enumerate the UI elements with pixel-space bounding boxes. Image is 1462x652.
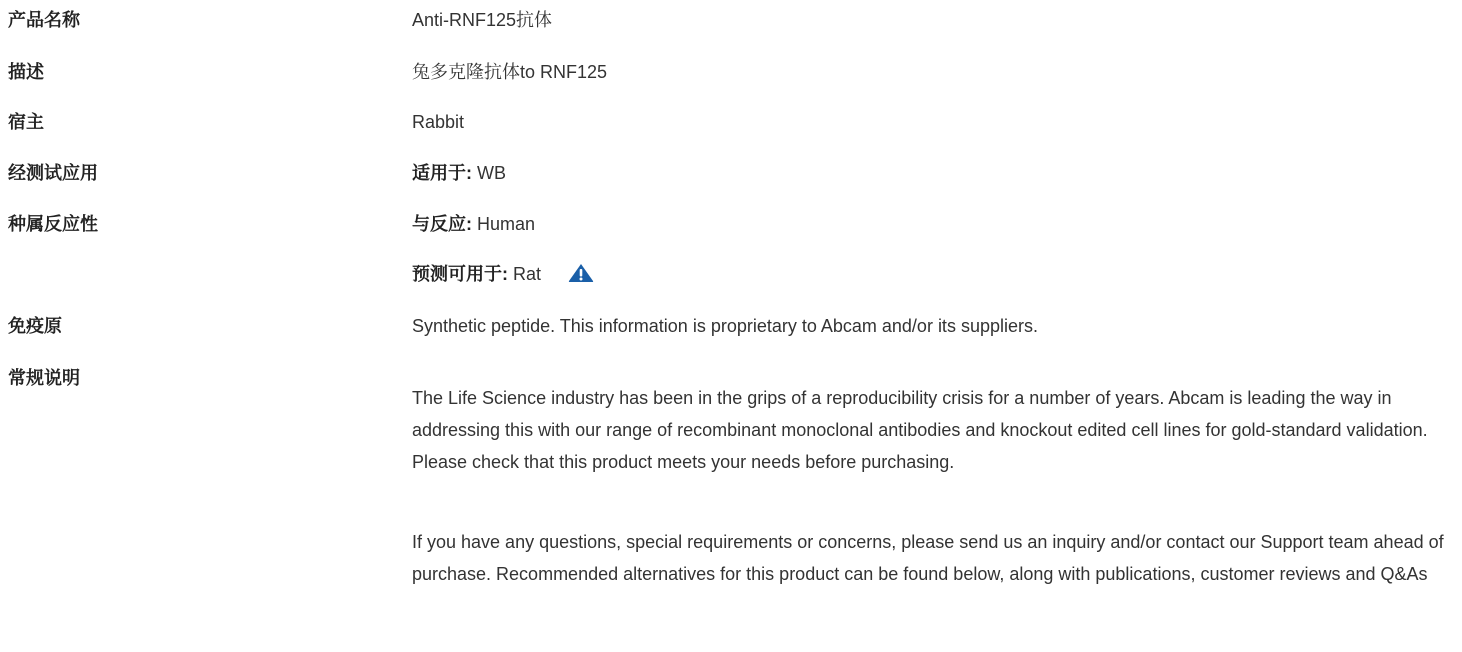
warning-triangle-icon[interactable] — [568, 263, 594, 283]
general-notes-paragraph-2: If you have any questions, special requirements or concerns, please send us an inquiry and/or contact our Support team ahead of purchase. Recommended alternatives for this product can be found below, along with publications, customer reviews and Q&As — [412, 532, 1444, 584]
general-notes-label: 常规说明 — [8, 368, 80, 388]
reacts-with-value — [412, 212, 535, 236]
reacts-with-text: Human — [477, 214, 536, 234]
immunogen-value: Synthetic peptide. This information is proprietary to Abcam and/or its suppliers. — [412, 316, 1038, 336]
product-name-value: Anti-RNF125抗体 — [412, 10, 553, 30]
description-value: 兔多克隆抗体to RNF125 — [412, 62, 608, 82]
immunogen-label: 免疫原 — [8, 316, 62, 336]
tested-applications-text: WB — [477, 163, 507, 183]
reacts-with-prefix: 与反应: — [412, 214, 472, 234]
product-name-label: 产品名称 — [8, 10, 80, 30]
description-label: 描述 — [8, 62, 44, 82]
general-notes-paragraph-1: The Life Science industry has been in the grips of a reproducibility crisis for a number of years. Abcam is leading the way in addressing this with our range of recombinant monoclonal antibodies and knockout edited cell lines for gold-standard validation. Please check that this product meets your needs before purchasing. — [412, 388, 1428, 472]
tested-applications-label: 经测试应用 — [8, 163, 98, 183]
species-reactivity-label: 种属反应性 — [8, 214, 98, 234]
host-label: 宿主 — [8, 112, 44, 132]
tested-applications-prefix: 适用于: — [412, 163, 472, 183]
predicted-prefix: 预测可用于: — [412, 264, 508, 284]
predicted-value — [412, 262, 594, 286]
tested-applications-value — [412, 161, 506, 185]
predicted-text: Rat — [513, 264, 542, 284]
host-value: Rabbit — [412, 112, 465, 132]
